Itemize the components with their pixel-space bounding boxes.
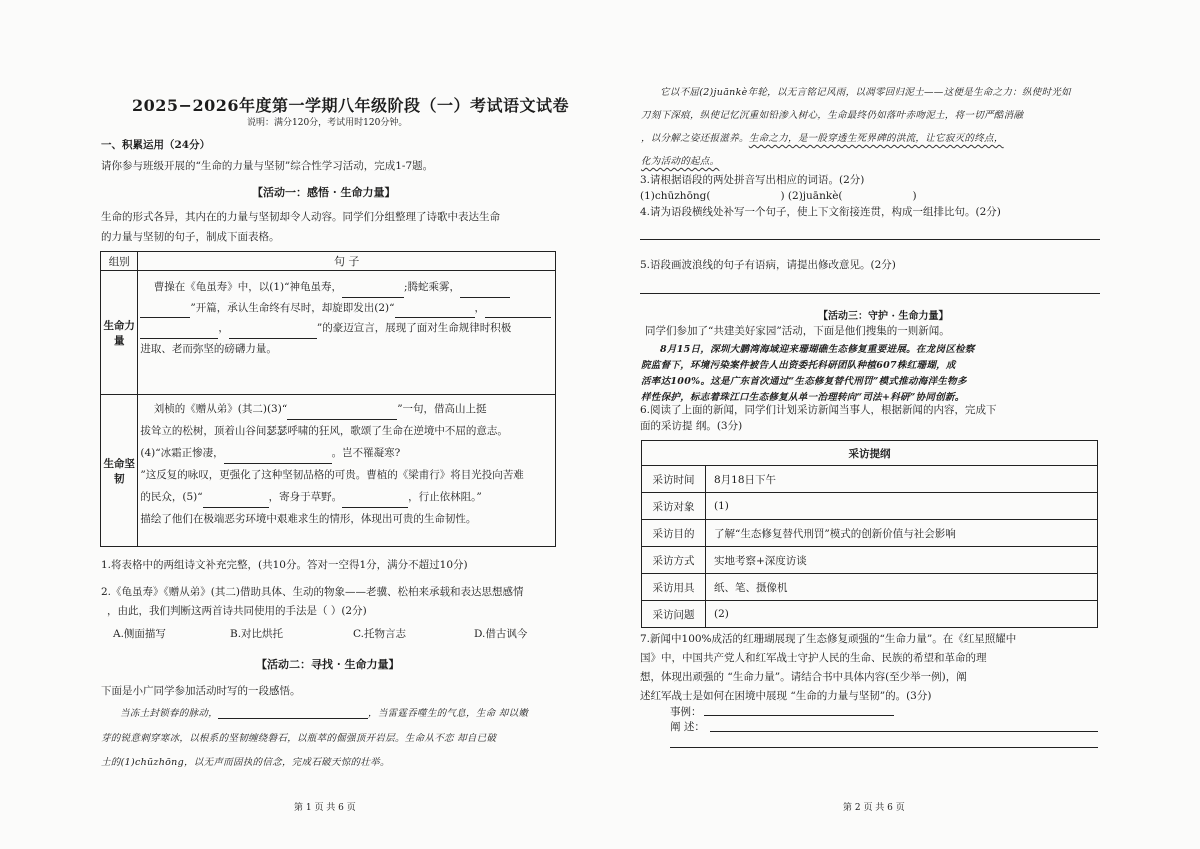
fill-blank-2b[interactable] — [485, 305, 551, 318]
activity-2-intro: 下面是小广同学参加活动时写的一段感悟。 — [101, 685, 301, 697]
news-line: 样性保护，标志着珠江口生态修复从单一治理转向“司法+科研”协同创新。 — [641, 392, 965, 403]
table-header-sentence: 句 子 — [138, 252, 556, 271]
option-b[interactable]: B.对比烘托 — [230, 628, 284, 640]
activity-1-title: 【活动一：感悟 · 生命力量】 — [252, 186, 396, 199]
question-3: 3.请根据语段的两处拼音写出相应的词语。(2分) — [640, 174, 865, 186]
outline-value: 了解“生态修复替代刑罚”模式的创新价值与社会影响 — [706, 520, 1098, 547]
fill-blank-1c[interactable] — [140, 305, 190, 318]
question-3-answers: (1)chūzhōng( ) (2)juānkè( ) — [640, 190, 917, 202]
fill-blank-2c[interactable] — [140, 326, 218, 339]
passage-line: 芽的锐意刺穿寒冰，以根系的坚韧缠绕磐石，以瓶萃的倔强顶开岩层。生命从不恋 却自已破 — [101, 733, 497, 744]
fill-blank-1b[interactable] — [460, 285, 510, 298]
outline-key: 采访用具 — [642, 574, 706, 601]
passage-line: ，以分解之姿还报滋养。生命之力，是一股穿透生死界碑的洪流，让它寂灭的终点， — [641, 133, 1004, 144]
example-answer-line[interactable] — [704, 715, 894, 716]
activity-3-title: 【活动三：守护 · 生命力量】 — [818, 311, 949, 322]
question-1: 1.将表格中的两组诗文补充完整，(共10分。答对一空得1分，满分不超过10分) — [101, 559, 468, 571]
page-2-footer: 第 2 页 共 6 页 — [843, 803, 905, 813]
outline-key: 采访方式 — [642, 547, 706, 574]
question-7-line: 国》中，中国共产党人和红军战士守护人民的生命、民族的希望和革命的理 — [640, 652, 987, 664]
passage-blank[interactable] — [218, 706, 368, 719]
fill-blank-5[interactable] — [203, 495, 269, 508]
question-6-line1: 6.阅读了上面的新闻，同学们计划采访新闻当事人，根据新闻的内容，完成下 — [640, 404, 997, 416]
outline-key: 采访时间 — [642, 466, 706, 493]
passage-line: 当冻土封锁春的脉动， ，当雷霆吞噬生的气息，生命 却以嫩 — [120, 708, 529, 719]
exam-page-2 — [600, 0, 1200, 849]
question-4: 4.请为语段横线处补写一个句子，使上下文衔接连贯，构成一组排比句。(2分) — [640, 206, 1001, 218]
table-header-group: 组别 — [101, 252, 138, 271]
example-label: 事例： — [670, 706, 702, 718]
question-5: 5.语段画波浪线的句子有语病，请提出修改意见。(2分) — [640, 259, 896, 271]
passage-line: 土的(1)chūzhōng，以无声而固执的信念，完成石破天惊的壮举。 — [101, 757, 390, 768]
explain-label: 阐 述： — [670, 721, 705, 733]
outline-value: 实地考察+深度访谈 — [706, 547, 1098, 574]
section-1-intro: 请你参与班级开展的“生命的力量与坚韧”综合性学习活动，完成1-7题。 — [101, 160, 434, 172]
outline-value: 8月18日下午 — [706, 466, 1098, 493]
question-7-line: 述红军战士是如何在困境中展现 “生命的力量与坚韧”的。(3分) — [640, 690, 932, 702]
activity-1-para-line: 生命的形式各异，其内在的力量与坚韧却令人动容。同学们分组整理了诗歌中表达生命 — [101, 211, 500, 223]
news-line: 活率达100%。这是广东首次通过“生态修复替代刑罚”模式推动海洋生物多 — [641, 376, 967, 387]
fill-blank-2d[interactable] — [229, 326, 317, 339]
explain-answer-line[interactable] — [670, 747, 1098, 748]
exam-note: 说明：满分120分，考试用时120分钟。 — [247, 118, 408, 128]
fill-blank-4[interactable] — [224, 451, 332, 464]
interview-outline-table — [641, 440, 1098, 628]
activity-3-intro: 同学们参加了“共建美好家园”活动，下面是他们搜集的一则新闻。 — [645, 325, 950, 337]
question-7-line: 7.新闻中100%成活的红珊瑚展现了生态修复顽强的“生命力量”。在《红星照耀中 — [640, 633, 1017, 645]
group-life-resilience: 生命坚韧 — [101, 395, 138, 547]
fill-blank-3[interactable] — [287, 407, 397, 420]
option-c[interactable]: C.托物言志 — [353, 628, 406, 640]
question-2-line2: ，由此，我们判断这两首诗共同使用的手法是（ ）(2分) — [107, 605, 367, 617]
question-6-line2: 面的采访提 纲。(3分) — [640, 420, 743, 432]
fill-blank-5b[interactable] — [342, 495, 408, 508]
outline-key: 采访对象 — [642, 493, 706, 520]
section-1-heading: 一、积累运用（24分） — [101, 139, 211, 151]
outline-value: 纸、笔、摄像机 — [706, 574, 1098, 601]
poetry-table — [100, 251, 556, 547]
passage-line: 刀刻下深痕，纵使记忆沉重如铅渗入树心，生命最终仍如落叶赤吻泥土，将一切严酷消融 — [641, 110, 1024, 121]
answer-line-4[interactable] — [640, 239, 1100, 240]
outline-title: 采访提纲 — [642, 441, 1098, 466]
answer-line-5[interactable] — [640, 293, 1100, 294]
group-life-power: 生命力量 — [101, 271, 138, 395]
option-d[interactable]: D.借古讽今 — [474, 628, 528, 640]
passage-line: 它以不屈(2)juānkè年轮，以无言铭记风雨，以凋零回归泥土——这便是生命之力：纵使时光如 — [660, 87, 1071, 98]
outline-value-answer-2[interactable]: (2) — [706, 601, 1098, 628]
outline-value-answer-1[interactable]: (1) — [706, 493, 1098, 520]
activity-2-title: 【活动二：寻找 · 生命力量】 — [256, 658, 400, 671]
option-a[interactable]: A.侧面描写 — [113, 628, 166, 640]
explain-answer-line[interactable] — [710, 731, 1098, 732]
activity-1-para-line: 的力量与坚韧的句子，制成下面表格。 — [101, 231, 280, 243]
page-1-footer: 第 1 页 共 6 页 — [294, 803, 356, 813]
news-line: 8月15日，深圳大鹏湾海域迎来珊瑚礁生态修复重要进展。在龙岗区检察 — [660, 344, 975, 355]
question-2-line1: 2.《龟虽寿》《赠从弟》(其二)借助具体、生动的物象——老骥、松柏来承载和表达思想感情 — [101, 586, 524, 598]
group-life-power-text: 曹操在《龟虽寿》中，以(1)“神龟虽寿， ;腾蛇乘雾， ”开篇，承认生命终有尽时，却旋即发出(2)“ ， ， ”的豪迈宣言，展现了面对生命规律时积极 进取、老而弥坚的磅礴力量。 — [138, 271, 556, 395]
wavy-sentence: 生命之力，是一股穿透生死界碑的洪流，让它寂灭的终点， — [748, 133, 1004, 144]
exam-title: 2025−2026年度第一学期八年级阶段（一）考试语文试卷 — [132, 96, 569, 115]
fill-blank-2[interactable] — [395, 305, 475, 318]
group-life-resilience-text: 刘桢的《赠从弟》(其二)(3)“ ”一句，借高山上挺 拔耸立的松树，顶着山谷间瑟瑟呼啸的狂风，歌颂了生命在逆境中不屈的意志。 (4)“冰霜正惨凄， 。岂不罹凝寒? ”这反复的咏叹，更强化了这种坚韧品格的可贵。曹植的《梁甫行》将目光投向苦难 的民众，(5)“ ，寄身于草野。 ，行止依林阻。” 描绘了他们在极端恶劣环境中艰难求生的情形，体现出可贵的生命韧性。 — [138, 395, 556, 547]
fill-blank-1[interactable] — [342, 285, 404, 298]
news-line: 院监督下，环境污染案件被告人出资委托科研团队种植607株红珊瑚，成 — [641, 360, 956, 371]
question-7-line: 想，体现出顽强的 “生命力量”。请结合书中具体内容(至少举一例)，阐 — [640, 671, 967, 683]
passage-line: 化为活动的起点。 — [641, 156, 720, 167]
outline-key: 采访问题 — [642, 601, 706, 628]
outline-key: 采访目的 — [642, 520, 706, 547]
